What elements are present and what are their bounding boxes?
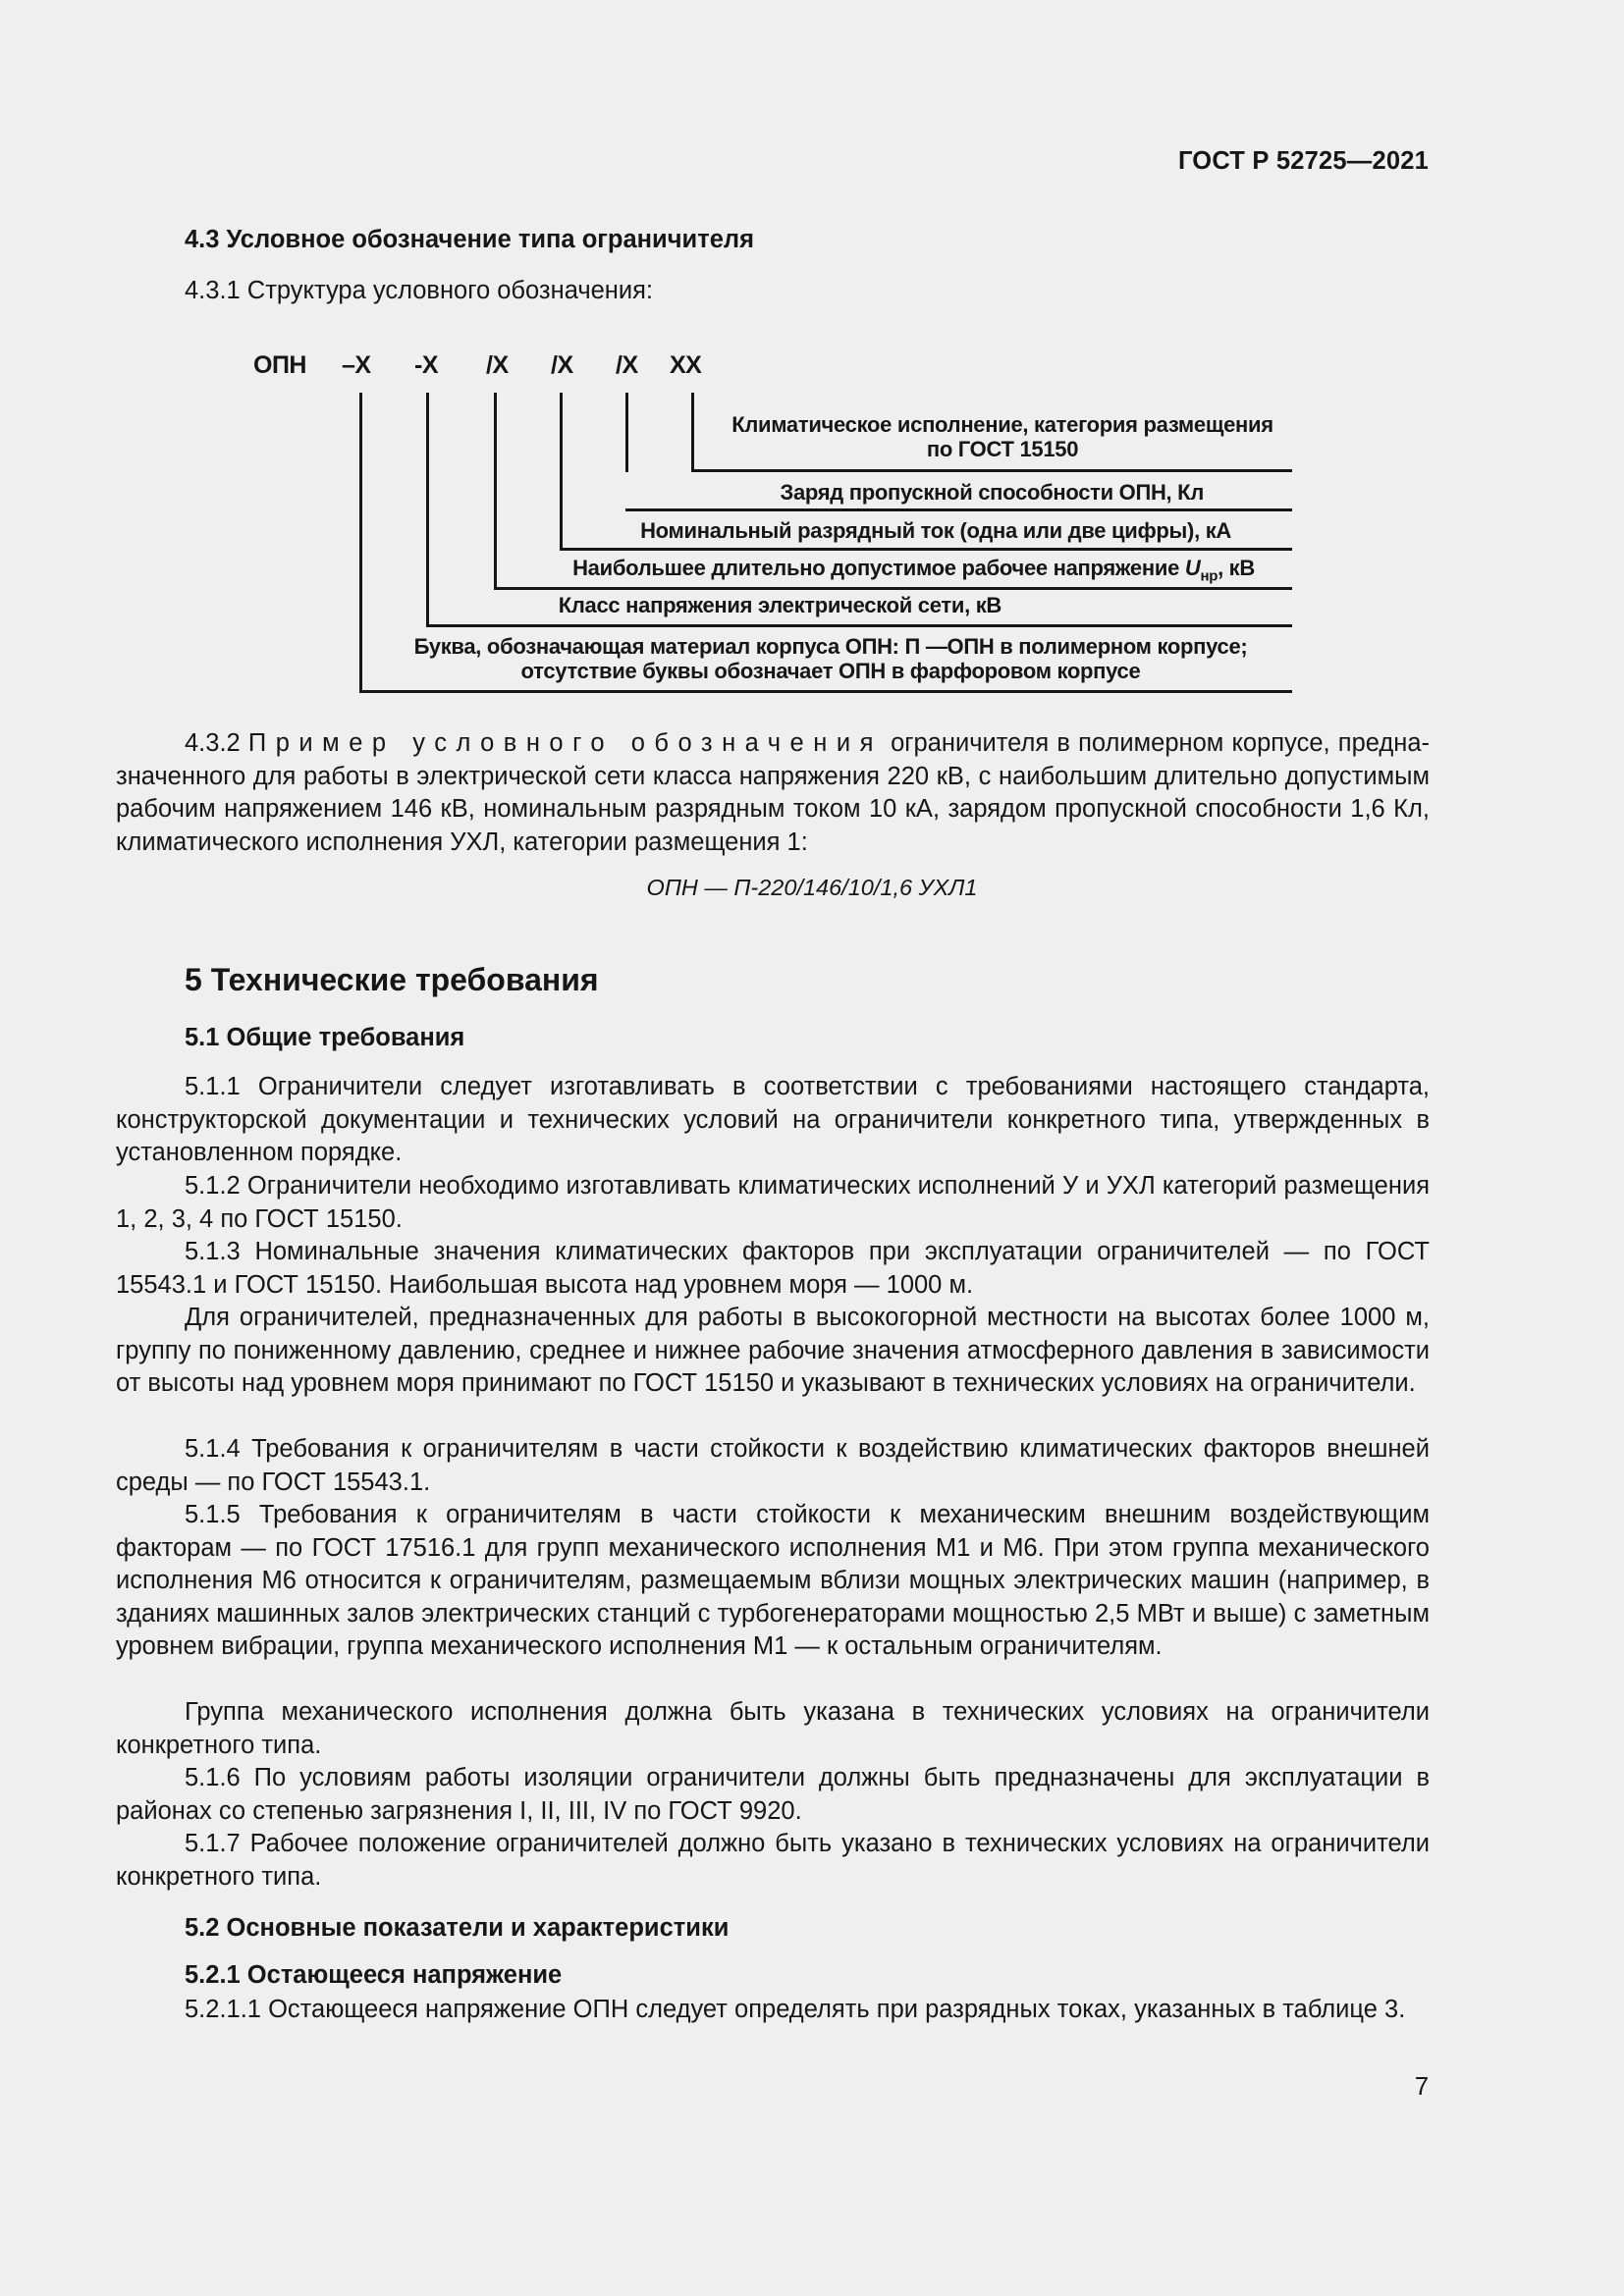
- paragraph-5-2-1-1: 5.2.1.1 Остающееся напряжение ОПН следует определять при разрядных токах, указанных в таблице 3.: [185, 1996, 1406, 2023]
- paragraph-5-1-7: 5.1.7 Рабочее положение ограничителей должно быть указано в технических условиях на ограничители конкретного типа.: [116, 1830, 1430, 1891]
- code-part-discharge-current: /X: [551, 351, 573, 379]
- leader-line-charge: [625, 393, 628, 472]
- paragraph-5-1-1: 5.1.1 Ограничители следует изготавливать в соответствии с требованиями настоящего стандарта, конструкторской документации и технических условий на ограничители конкретного типа, утвержденных в установленном порядке.: [116, 1073, 1430, 1166]
- section-5-heading: 5 Технические требования: [185, 962, 599, 997]
- leader-line-climatic: [691, 393, 694, 472]
- page-number: 7: [1414, 2073, 1429, 2101]
- code-part-climatic: XX: [670, 351, 702, 379]
- leader-line-discharge-current: [560, 393, 563, 551]
- paragraph-5-1-5: 5.1.5 Требования к ограничителям в части стойкости к механическим внешним воздействующим факторам — по ГОСТ 17516.1 для групп механического исполнения М1 и М6. При этом группа механического исполнения М6 относится к ограничителям, размещаемым вблизи мощных электрических машин (например, в зданиях машинных залов электрических станций с турбогенераторами мощностью 2,5 МВт и выше) с заметным уровнем вибрации, группа механического исполнения М1 — к остальным ограничителям.: [116, 1501, 1430, 1660]
- section-5-1-heading: 5.1 Общие требования: [185, 1024, 465, 1051]
- label-discharge-current: Номинальный разрядный ток (одна или две цифры), кА: [640, 518, 1231, 543]
- paragraph-5-1-3-continued: Для ограничителей, предназначенных для работы в высокогорной местности на высотах более 1000 м, группу по пониженному давлению, среднее и нижнее рабочие значения атмосферного давления в зависимости от высоты над уровнем моря принимают по ГОСТ 15150 и указывают в технических условиях на ограничители.: [116, 1304, 1430, 1397]
- designation-structure-diagram: [0, 0, 1624, 746]
- label-charge: Заряд пропускной способности ОПН, Кл: [780, 480, 1204, 505]
- paragraph-5-1-6: 5.1.6 По условиям работы изоляции ограничители должны быть предназначены для эксплуатации в районах со степенью загрязнения I, II, III, IV по ГОСТ 9920.: [116, 1764, 1430, 1825]
- code-part-voltage-class: -X: [414, 351, 438, 379]
- label-climatic: Климатическое исполнение, категория размещения по ГОСТ 15150: [731, 412, 1273, 461]
- example-paragraph: 4.3.2 Пример условного обозначения ограничителя в полимерном корпусе, предназначенного для работы в электрической сети класса напряжения 220 кВ, с наибольшим длительно допустимым рабочим напряжением 146 кВ, номинальным разрядным током 10 кА, зарядом пропускной способности 1,6 Кл, климатического исполнения УХЛ, категории размещения 1:: [116, 729, 1431, 856]
- example-designation-formula: ОПН — П-220/146/10/1,6 УХЛ1: [646, 875, 978, 900]
- underline-climatic: [691, 469, 1292, 472]
- code-part-charge: /X: [616, 351, 638, 379]
- code-part-max-voltage: /X: [486, 351, 509, 379]
- section-5-2-1-heading: 5.2.1 Остающееся напряжение: [185, 1961, 563, 1989]
- leader-line-voltage-class: [426, 393, 429, 627]
- section-4-3-heading: 4.3 Условное обозначение типа ограничителя: [185, 226, 754, 253]
- paragraph-5-1-3: 5.1.3 Номинальные значения климатических факторов при эксплуатации ограничителей — по ГОСТ 15543.1 и ГОСТ 15150. Наибольшая высота над уровнем моря — 1000 м.: [116, 1238, 1430, 1299]
- underline-voltage-class: [426, 624, 1292, 627]
- label-max-voltage: Наибольшее длительно допустимое рабочее напряжение $U_{нр}$, кВ: [572, 556, 1255, 585]
- code-part-opn: ОПН: [253, 351, 306, 379]
- underline-discharge-current: [560, 548, 1292, 551]
- section-5-2-heading: 5.2 Основные показатели и характеристики: [185, 1914, 730, 1942]
- leader-line-max-voltage: [494, 393, 497, 590]
- underline-material: [359, 690, 1292, 693]
- structure-intro-text: 4.3.1 Структура условного обозначения:: [185, 277, 654, 304]
- paragraph-5-1-2: 5.1.2 Ограничители необходимо изготавливать климатических исполнений У и УХЛ категорий размещения 1, 2, 3, 4 по ГОСТ 15150.: [116, 1172, 1430, 1233]
- code-part-material: –X: [342, 351, 371, 379]
- paragraph-5-1-5-continued: Группа механического исполнения должна быть указана в технических условиях на ограничители конкретного типа.: [116, 1698, 1430, 1759]
- label-material: Буква, обозначающая материал корпуса ОПН: П —ОПН в полимерном корпусе; отсутствие буквы обозначает ОПН в фарфоровом корпусе: [413, 634, 1248, 683]
- paragraph-5-1-4: 5.1.4 Требования к ограничителям в части стойкости к воздействию климатических факторов внешней среды — по ГОСТ 15543.1.: [116, 1435, 1430, 1496]
- underline-charge: [625, 508, 1292, 511]
- leader-line-material: [359, 393, 362, 693]
- label-voltage-class: Класс напряжения электрической сети, кВ: [558, 593, 1001, 617]
- document-number-header: ГОСТ Р 52725—2021: [1177, 147, 1429, 175]
